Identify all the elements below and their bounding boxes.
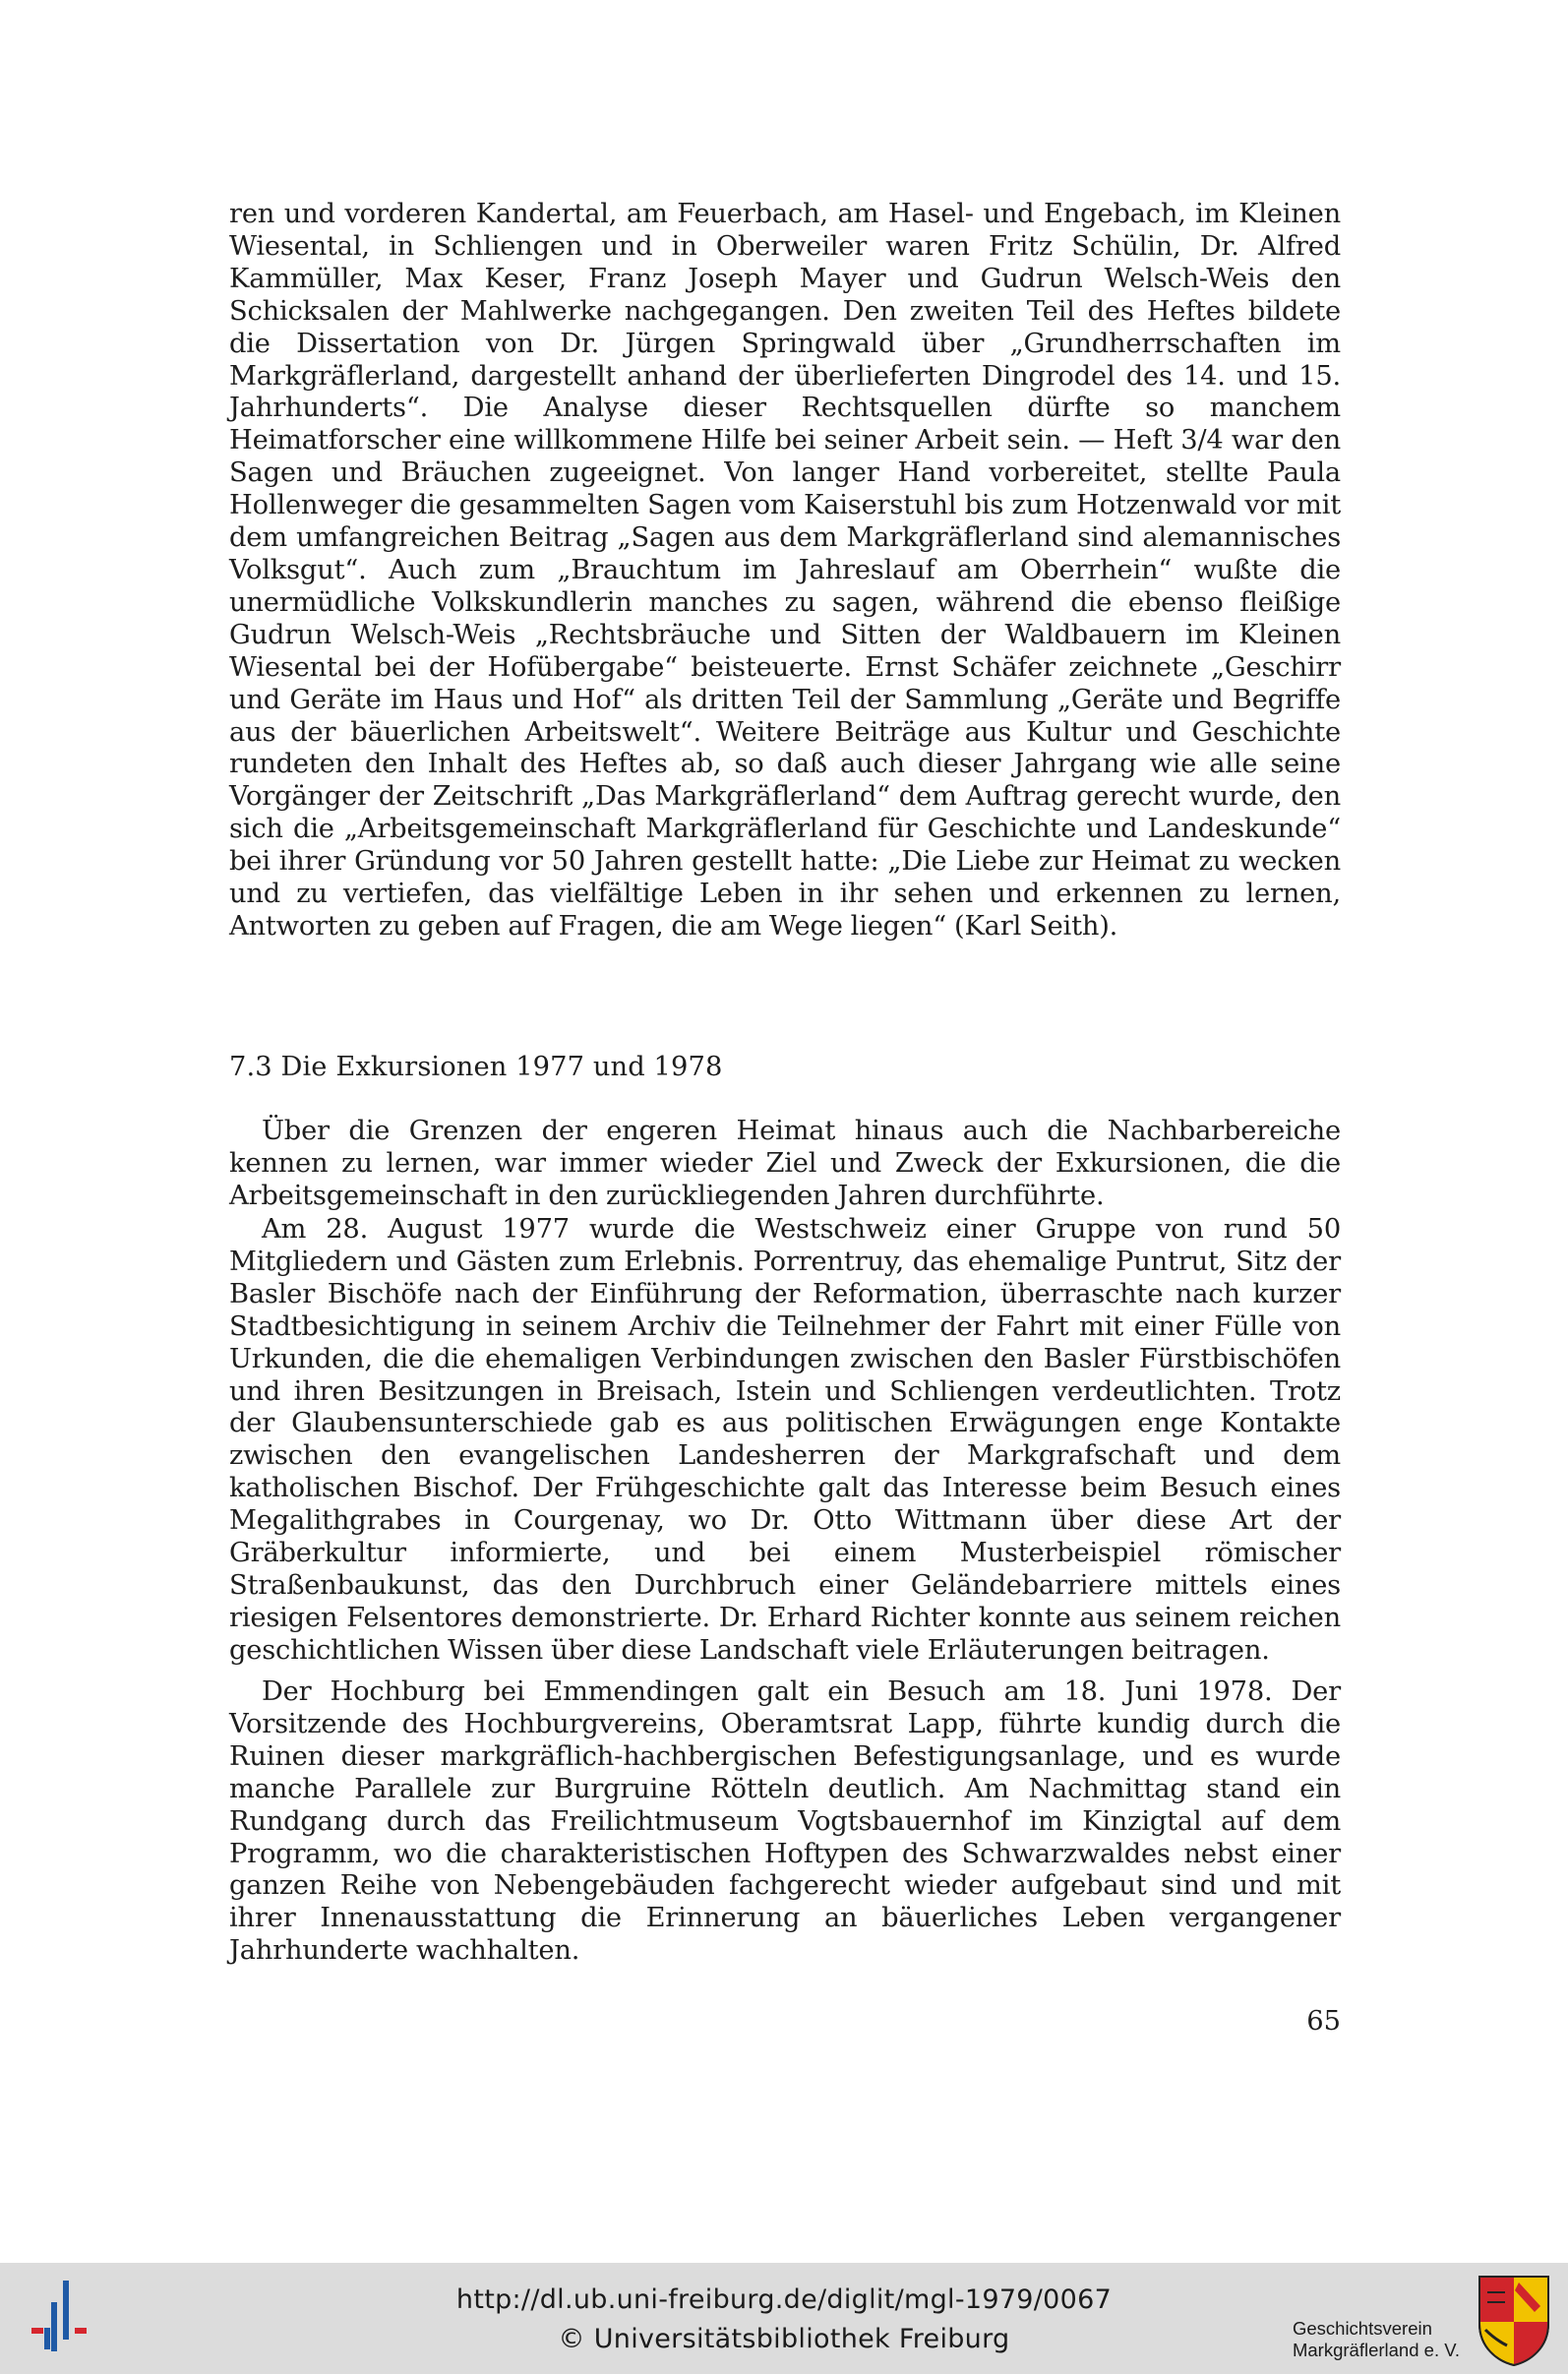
body-text-block: [229, 1116, 1341, 1213]
footer-bar: [0, 2263, 1568, 2374]
body-text-block: [229, 1676, 1341, 1968]
page-number: 65: [1306, 2006, 1341, 2037]
paragraph-4: Der Hochburg bei Emmendingen galt ein Besuch am 18. Juni 1978. Der Vorsitzende des Hochburgvereins, Oberamtsrat Lapp, führte kundig durch die Ruinen dieser markgräflich-hachbergischen Befestigungsanlage, und es wurde manche Parallele zur Burgruine Rötteln deutlich. Am Nachmittag stand ein Rundgang durch das Freilichtmuseum Vogtsbauernhof im Kinzigtal auf dem Programm, wo die charakteristischen Hoftypen des Schwarzwaldes nebst einer ganzen Reihe von Nebengebäuden fachgerecht wieder aufgebaut sind und mit ihrer Innenausstattung die Erinnerung an bäuerliches Leben vergangener Jahrhunderte wachhalten.: [229, 1676, 1341, 1967]
body-text-block: [229, 199, 1341, 944]
paragraph-2: Über die Grenzen der engeren Heimat hinaus auch die Nachbarbereiche kennen zu lernen, war immer wieder Ziel und Zweck der Exkursionen, die die Arbeitsgemeinschaft in den zurückliegenden Jahren durchführte.: [229, 1116, 1341, 1211]
document-url-link[interactable]: http://dl.ub.uni-freiburg.de/diglit/mgl-1979/0067: [455, 2284, 1113, 2315]
society-name-line-1: Geschichtsverein: [1292, 2318, 1432, 2339]
paragraph-3: Am 28. August 1977 wurde die Westschweiz einer Gruppe von rund 50 Mitgliedern und Gästen zum Erlebnis. Porrentruy, das ehemalige Puntrut, Sitz der Basler Bischöfe nach der Einführung der Reformation, überraschte nach kurzer Stadtbesichtigung in seinem Archiv die Teilnehmer der Fahrt mit einer Fülle von Urkunden, die die ehemaligen Verbindungen zwischen den Basler Fürstbischöfen und ihren Besitzungen in Breisach, Istein und Schliengen verdeutlichten. Trotz der Glaubensunterschiede gab es aus politischen Erwägungen enge Kontakte zwischen den evangelischen Landesherren der Markgrafschaft und dem katholischen Bischof. Der Frühgeschichte galt das Interesse beim Besuch eines Megalithgrabes in Courgenay, wo Dr. Otto Wittmann über diese Art der Gräberkultur informierte, und bei einem Musterbeispiel römischer Straßenbaukunst, das den Durchbruch einer Geländebarriere mittels eines riesigen Felsentores demonstrierte. Dr. Erhard Richter konnte aus seinem reichen geschichtlichen Wissen über diese Landschaft viele Erläuterungen beitragen.: [229, 1214, 1341, 1666]
section-heading: 7.3 Die Exkursionen 1977 und 1978: [229, 1052, 723, 1082]
society-name: [1293, 2318, 1460, 2361]
paragraph-1: ren und vorderen Kandertal, am Feuerbach, am Hasel- und Engebach, im Kleinen Wiesental, in Schliengen und in Oberweiler waren Fritz Schülin, Dr. Alfred Kammüller, Max Keser, Franz Joseph Mayer und Gudrun Welsch-Weis den Schicksalen der Mahlwerke nachgegangen. Den zweiten Teil des Heftes bildete die Dissertation von Dr. Jürgen Springwald über „Grundherrschaften im Markgräflerland, dargestellt anhand der überlieferten Dingrodel des 14. und 15. Jahrhunderts“. Die Analyse dieser Rechtsquellen dürfte so manchem Heimatforscher eine willkommene Hilfe bei seiner Arbeit sein. — Heft 3/4 war den Sagen und Bräuchen zugeeignet. Von langer Hand vorbereitet, stellte Paula Hollenweger die gesammelten Sagen vom Kaiserstuhl bis zum Hotzenwald vor mit dem umfangreichen Beitrag „Sagen aus dem Markgräflerland sind alemannisches Volksgut“. Auch zum „Brauchtum im Jahreslauf am Oberrhein“ wußte die unermüdliche Volkskundlerin manches zu sagen, während die ebenso fleißige Gudrun Welsch-Weis „Rechtsbräuche und Sitten der Waldbauern im Kleinen Wiesental bei der Hofübergabe“ beisteuerte. Ernst Schäfer zeichnete „Geschirr und Geräte im Haus und Hof“ als dritten Teil der Sammlung „Geräte und Begriffe aus der bäuerlichen Arbeitswelt“. Weitere Beiträge aus Kultur und Geschichte rundeten den Inhalt des Heftes ab, so daß auch dieser Jahrgang wie alle seine Vorgänger der Zeitschrift „Das Markgräflerland“ dem Auftrag gerecht wurde, den sich die „Arbeitsgemeinschaft Markgräflerland für Geschichte und Landeskunde“ bei ihrer Gründung vor 50 Jahren gestellt hatte: „Die Liebe zur Heimat zu wecken und zu vertiefen, das vielfältige Leben in ihr sehen und erkennen zu lernen, Antworten zu geben auf Fragen, die am Wege liegen“ (Karl Seith).: [229, 199, 1341, 942]
society-name-line-2: Markgräflerland e. V.: [1292, 2340, 1460, 2360]
copyright-text: © Universitätsbibliothek Freiburg: [558, 2324, 1010, 2354]
body-text-block: [229, 1214, 1341, 1668]
coat-of-arms-icon: [1476, 2273, 1552, 2367]
